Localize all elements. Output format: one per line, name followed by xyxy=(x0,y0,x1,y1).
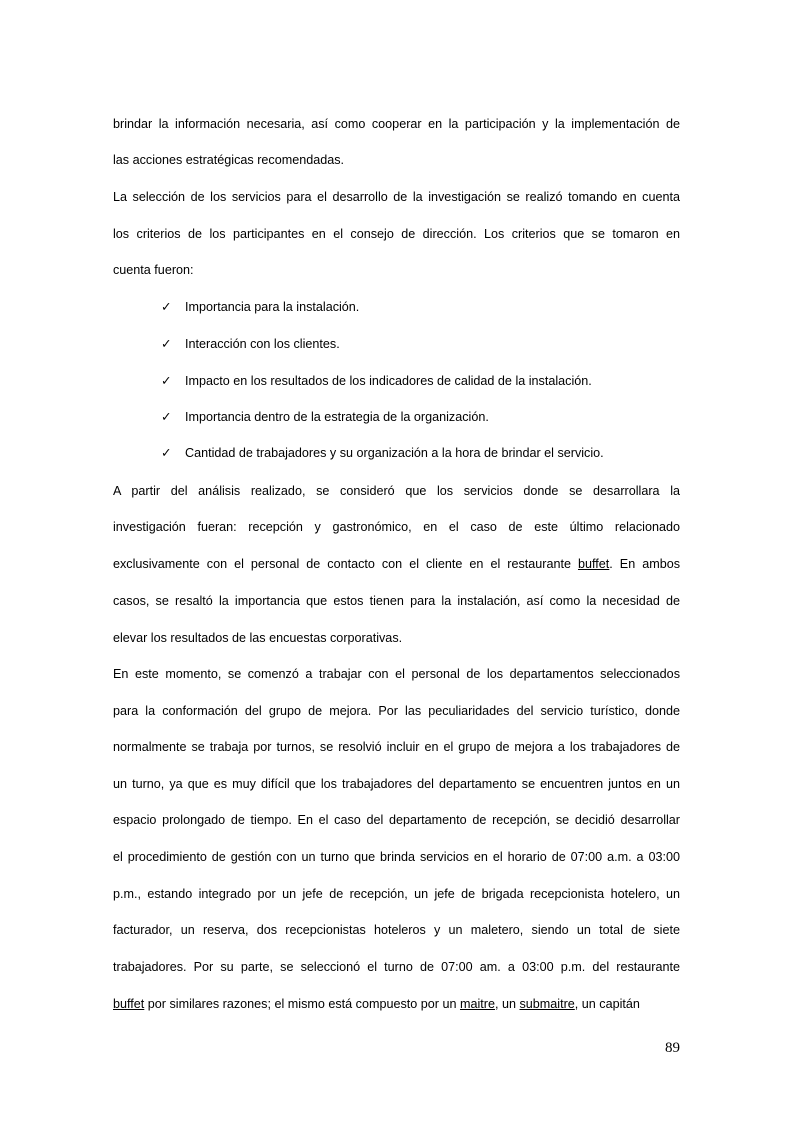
text-segment: por similares razones; el mismo está compuesto por un xyxy=(144,997,460,1011)
underlined-term: buffet xyxy=(577,557,610,571)
page-number: 89 xyxy=(665,1040,680,1056)
paragraph-line xyxy=(113,997,680,1013)
checkmark-icon: ✓ xyxy=(161,410,172,424)
paragraph-line: facturador, un reserva, dos recepcionistas hoteleros y un maletero, siendo un total de siete xyxy=(113,923,680,937)
paragraph-line: las acciones estratégicas recomendadas. xyxy=(113,153,345,167)
checkmark-icon: ✓ xyxy=(161,337,172,351)
checkmark-icon: ✓ xyxy=(161,374,172,388)
paragraph-line: cuenta fueron: xyxy=(113,263,194,277)
paragraph-line: trabajadores. Por su parte, se seleccionó el turno de 07:00 am. a 03:00 p.m. del restaurante xyxy=(113,960,680,974)
criteria-text: Importancia para la instalación. xyxy=(185,300,360,314)
text-segment: , un xyxy=(494,997,520,1011)
criteria-text: Importancia dentro de la estrategia de la organización. xyxy=(185,410,489,424)
paragraph-line: para la conformación del grupo de mejora. Por las peculiaridades del servicio turístico, donde xyxy=(113,704,680,718)
criteria-text: Impacto en los resultados de los indicadores de calidad de la instalación. xyxy=(185,374,592,388)
paragraph-line: un turno, ya que es muy difícil que los trabajadores del departamento se encuentren juntos en un xyxy=(113,777,680,791)
criteria-item xyxy=(161,300,681,316)
paragraph-line: elevar los resultados de las encuestas corporativas. xyxy=(113,631,403,645)
underlined-term: buffet xyxy=(113,997,145,1011)
paragraph-line: A partir del análisis realizado, se consideró que los servicios donde se desarrollara la xyxy=(113,484,680,498)
underlined-term: submaitre xyxy=(519,997,575,1011)
paragraph-line: p.m., estando integrado por un jefe de recepción, un jefe de brigada recepcionista hotelero, un xyxy=(113,887,680,901)
checkmark-icon: ✓ xyxy=(161,446,172,460)
criteria-item xyxy=(161,337,681,353)
paragraph-line xyxy=(113,557,680,573)
paragraph-line: La selección de los servicios para el desarrollo de la investigación se realizó tomando en cuenta xyxy=(113,190,680,204)
text-segment: , un capitán xyxy=(574,997,640,1011)
paragraph-line: los criterios de los participantes en el consejo de dirección. Los criterios que se tomaron en xyxy=(113,227,680,241)
criteria-text: Cantidad de trabajadores y su organización a la hora de brindar el servicio. xyxy=(185,446,604,460)
paragraph-line: el procedimiento de gestión con un turno que brinda servicios en el horario de 07:00 a.m. a 03:00 xyxy=(113,850,680,864)
criteria-item xyxy=(161,446,681,462)
paragraph-line: espacio prolongado de tiempo. En el caso del departamento de recepción, se decidió desarrollar xyxy=(113,813,680,827)
criteria-text: Interacción con los clientes. xyxy=(185,337,340,351)
paragraph-line: brindar la información necesaria, así como cooperar en la participación y la implementación de xyxy=(113,117,680,131)
criteria-item xyxy=(161,374,681,390)
underlined-term: maitre xyxy=(459,997,495,1011)
checkmark-icon: ✓ xyxy=(161,300,172,314)
paragraph-line: casos, se resaltó la importancia que estos tienen para la instalación, así como la necesidad de xyxy=(113,594,680,608)
text-segment: . En ambos xyxy=(609,557,681,571)
paragraph-line: investigación fueran: recepción y gastronómico, en el caso de este último relacionado xyxy=(113,520,680,534)
text-segment: exclusivamente con el personal de contacto con el cliente en el restaurante xyxy=(113,557,571,571)
paragraph-line: normalmente se trabaja por turnos, se resolvió incluir en el grupo de mejora a los trabajadores de xyxy=(113,740,680,754)
paragraph-line: En este momento, se comenzó a trabajar con el personal de los departamentos seleccionados xyxy=(113,667,680,681)
criteria-item xyxy=(161,410,681,426)
